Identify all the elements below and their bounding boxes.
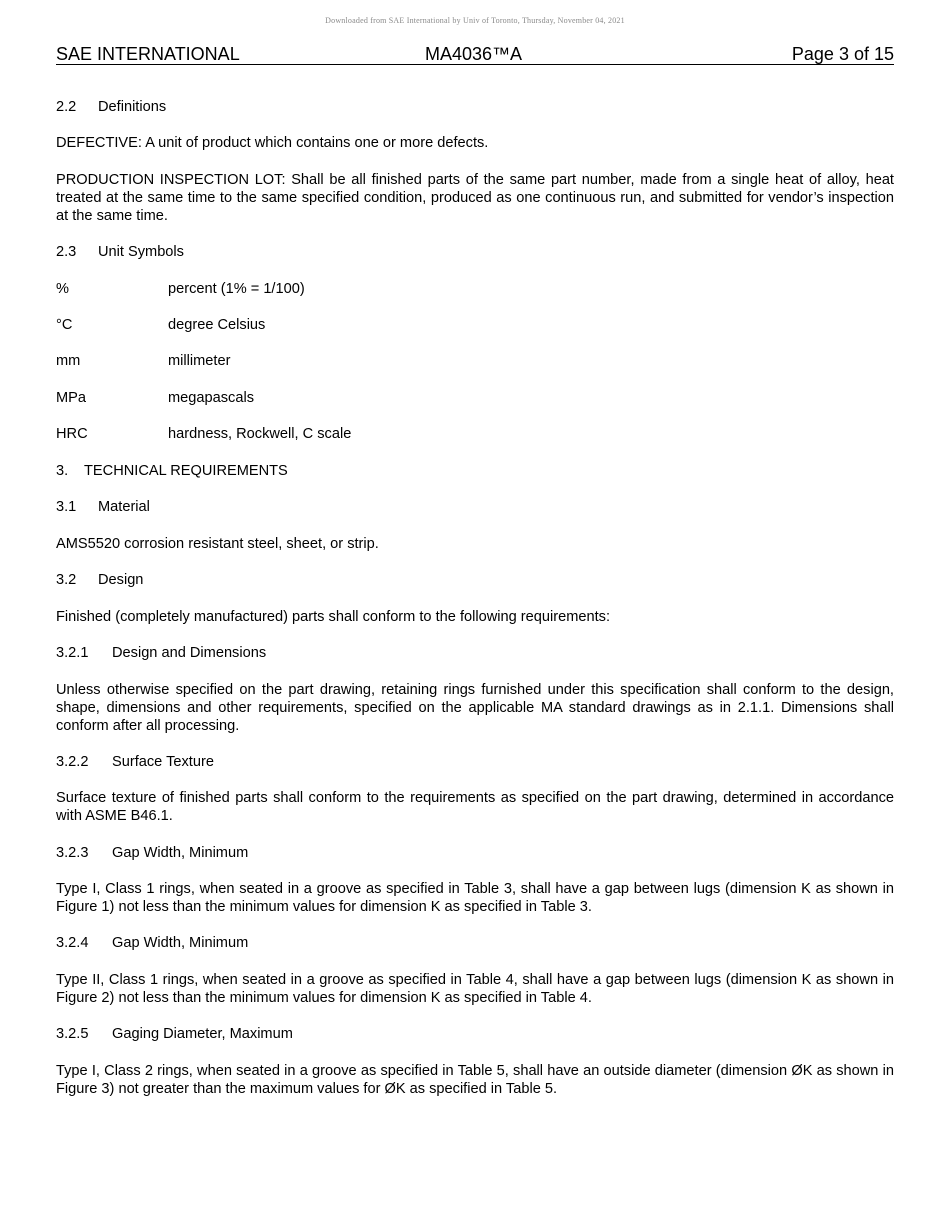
section-number: 2.3 xyxy=(56,244,77,260)
paragraph-3-2-5: Type I, Class 2 rings, when seated in a groove as specified in Table 5, shall have an outside diameter (dimension ØK as shown in Figure 3) not greater than the maximum values for ØK as specified in Table 5. xyxy=(56,1063,894,1097)
section-number: 3.2 xyxy=(56,572,77,588)
heading-3-2-5 xyxy=(56,1025,894,1043)
symbol-meaning: degree Celsius xyxy=(168,317,266,333)
symbol-row xyxy=(56,280,894,298)
section-number: 3.2.5 xyxy=(56,1026,89,1042)
section-number: 2.2 xyxy=(56,99,77,115)
section-number: 3. xyxy=(56,463,69,479)
symbol-meaning: percent (1% = 1/100) xyxy=(168,281,305,297)
header-page-number: Page 3 of 15 xyxy=(791,44,894,64)
symbol-row xyxy=(56,425,894,443)
section-title: Definitions xyxy=(98,99,167,115)
symbol-meaning: millimeter xyxy=(168,353,231,369)
symbol-meaning: megapascals xyxy=(168,390,254,406)
definition-production-lot: PRODUCTION INSPECTION LOT: Shall be all finished parts of the same part number, made from a single heat of alloy, heat treated at the same time to the same specified condition, produced as one continuous run, and submitted for vendor’s inspection at the same time. xyxy=(56,172,894,224)
header-org: SAE INTERNATIONAL xyxy=(56,44,240,64)
section-number: 3.2.3 xyxy=(56,845,89,861)
heading-2-3 xyxy=(56,243,894,261)
heading-3-2-1 xyxy=(56,644,894,662)
heading-3-2-4 xyxy=(56,934,894,952)
symbol: mm xyxy=(56,353,81,369)
symbol: % xyxy=(56,281,69,297)
symbol: °C xyxy=(56,317,73,333)
symbol-row xyxy=(56,389,894,407)
section-title: TECHNICAL REQUIREMENTS xyxy=(84,463,288,479)
paragraph-3-2-1: Unless otherwise specified on the part drawing, retaining rings furnished under this specification shall conform to the design, shape, dimensions and other requirements, specified on the applicable MA standard drawings as in 2.1.1. Dimensions shall conform after all processing. xyxy=(56,682,894,734)
section-number: 3.1 xyxy=(56,499,77,515)
paragraph-3-2-4: Type II, Class 1 rings, when seated in a groove as specified in Table 4, shall have a gap between lugs (dimension K as shown in Figure 2) not less than the minimum values for dimension K as specified in Table 4. xyxy=(56,972,894,1006)
section-title: Gaging Diameter, Maximum xyxy=(112,1026,293,1042)
section-title: Design xyxy=(98,572,144,588)
heading-3 xyxy=(56,462,894,480)
download-watermark: Downloaded from SAE International by Univ of Toronto, Thursday, November 04, 2021 xyxy=(325,16,625,25)
section-title: Design and Dimensions xyxy=(112,645,267,661)
heading-3-2-3 xyxy=(56,844,894,862)
symbol-row xyxy=(56,352,894,370)
definition-defective: DEFECTIVE: A unit of product which contains one or more defects. xyxy=(56,135,489,151)
section-number: 3.2.2 xyxy=(56,754,89,770)
symbol: MPa xyxy=(56,390,87,406)
symbol: HRC xyxy=(56,426,88,442)
section-title: Unit Symbols xyxy=(98,244,184,260)
paragraph-3-2-2: Surface texture of finished parts shall conform to the requirements as specified on the part drawing, determined in accordance with ASME B46.1. xyxy=(56,790,894,824)
symbol-meaning: hardness, Rockwell, C scale xyxy=(168,426,352,442)
heading-2-2 xyxy=(56,98,894,116)
symbol-row xyxy=(56,316,894,334)
heading-3-2-2 xyxy=(56,753,894,771)
section-title: Surface Texture xyxy=(112,754,214,770)
material-paragraph: AMS5520 corrosion resistant steel, sheet, or strip. xyxy=(56,536,379,552)
heading-3-2 xyxy=(56,571,894,589)
section-title: Gap Width, Minimum xyxy=(112,935,249,951)
design-paragraph: Finished (completely manufactured) parts shall conform to the following requirements: xyxy=(56,609,611,625)
section-number: 3.2.4 xyxy=(56,935,89,951)
section-title: Material xyxy=(98,499,150,515)
heading-3-1 xyxy=(56,498,894,516)
page-header xyxy=(56,44,894,65)
section-number: 3.2.1 xyxy=(56,645,89,661)
paragraph-3-2-3: Type I, Class 1 rings, when seated in a groove as specified in Table 3, shall have a gap between lugs (dimension K as shown in Figure 1) not less than the minimum values for dimension K as specified in Table 3. xyxy=(56,881,894,915)
section-title: Gap Width, Minimum xyxy=(112,845,249,861)
header-doc-id: MA4036™A xyxy=(425,44,523,64)
